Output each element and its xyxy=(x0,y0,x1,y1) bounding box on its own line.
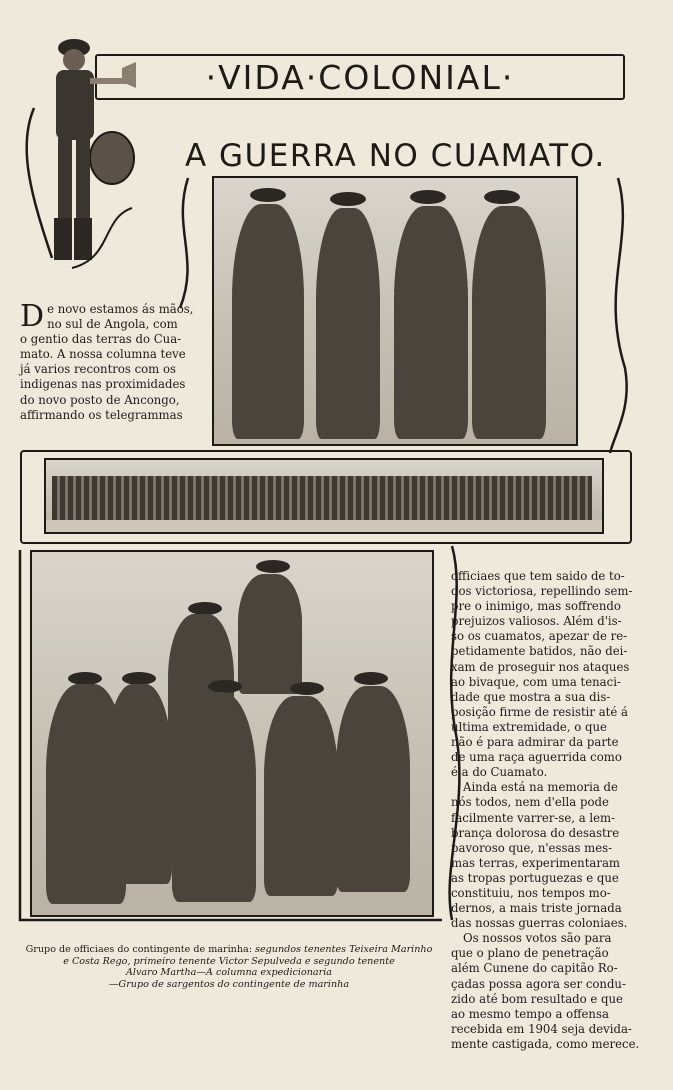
body-line: so os cuamatos, apezar de re- xyxy=(451,629,628,644)
body-line: constituiu, nos tempos mo- xyxy=(451,885,611,900)
masthead-title: ·VIDA·COLONIAL· xyxy=(205,58,515,97)
body-line: não é para admirar da parte xyxy=(451,735,619,750)
caption-names-1: segundos tenentes Teixeira Marinho xyxy=(252,944,433,955)
body-line: petidamente batidos, não dei- xyxy=(451,644,628,659)
body-line: facilmente varrer-se, a lem- xyxy=(451,810,616,825)
body-line: Ainda está na memoria de xyxy=(463,780,618,795)
body-line: dos victoriosa, repellindo sem- xyxy=(451,584,633,599)
photo-column-panorama xyxy=(44,458,604,534)
body-line: zido até bom resultado e que xyxy=(451,991,623,1006)
body-line: Os nossos votos são para xyxy=(463,931,612,946)
body-line: brança dolorosa do desastre xyxy=(451,825,620,840)
body-line: pre o inimigo, mas soffrendo xyxy=(451,599,621,614)
intro-line: no sul de Angola, com xyxy=(47,317,178,332)
intro-line: indigenas nas proximidades xyxy=(20,377,186,392)
body-line: officiaes que tem saido de to- xyxy=(451,569,625,583)
body-line: prejuizos valiosos. Além d'is- xyxy=(451,614,622,629)
article-title: A GUERRA NO CUAMATO. xyxy=(185,138,606,174)
body-line: que o plano de penetração xyxy=(451,946,609,961)
body-line: ao mesmo tempo a offensa xyxy=(451,1006,609,1021)
body-line: de uma raça aguerrida como xyxy=(451,750,622,765)
article-continued xyxy=(451,569,640,1052)
photo-caption xyxy=(14,944,444,990)
bugler-illustration xyxy=(12,18,142,273)
intro-dropcap: D xyxy=(20,299,45,334)
intro-line: do novo posto de Ancongo, xyxy=(20,392,180,407)
caption-names-2: e Costa Rego, primeiro tenente Victor Sepulveda e segundo tenente xyxy=(63,955,395,967)
body-line: mas terras, experimentaram xyxy=(451,855,621,870)
body-line: mente castigada, como merece. xyxy=(451,1036,640,1051)
body-line: pavoroso que, n'essas mes- xyxy=(451,840,613,855)
body-line: as tropas portuguezas e que xyxy=(451,870,619,885)
body-line: ao bivaque, com uma tenaci- xyxy=(451,674,621,689)
body-line: çadas possa agora ser condu- xyxy=(451,976,626,991)
body-line: xam de proseguir nos ataques xyxy=(451,659,630,674)
body-line: além Cunene do capitão Ro- xyxy=(451,961,618,976)
body-line: é a do Cuamato. xyxy=(451,765,548,780)
caption-lead: Grupo de officiaes do contingente de marinha: xyxy=(25,944,252,955)
body-line: posição firme de resistir até á xyxy=(451,704,628,719)
intro-line: o gentio das terras do Cua- xyxy=(20,332,182,347)
body-line: dernos, a mais triste jornada xyxy=(451,901,622,916)
photo-sergeants xyxy=(30,550,434,917)
body-line: dade que mostra a sua dis- xyxy=(451,689,611,704)
intro-line: mato. A nossa columna teve xyxy=(20,347,186,362)
photo-officers xyxy=(212,176,578,446)
intro-line: e novo estamos ás mãos, xyxy=(47,302,194,316)
caption-names-3: Alvaro Martha—A columna expedicionaria xyxy=(125,967,333,978)
body-line: ultima extremidade, o que xyxy=(451,719,607,734)
caption-names-4: —Grupo de sargentos do contingente de marinha xyxy=(108,978,350,990)
body-line: nós todos, nem d'ella pode xyxy=(451,795,609,810)
intro-line: já varios recontros com os xyxy=(20,362,177,377)
troop-line xyxy=(52,476,592,520)
article-intro xyxy=(20,299,203,423)
body-line: das nossas guerras coloniaes. xyxy=(451,916,628,931)
body-line: recebida em 1904 seja devida- xyxy=(451,1021,632,1036)
ground-strip xyxy=(46,520,604,534)
intro-line: affirmando os telegrammas xyxy=(20,407,183,422)
